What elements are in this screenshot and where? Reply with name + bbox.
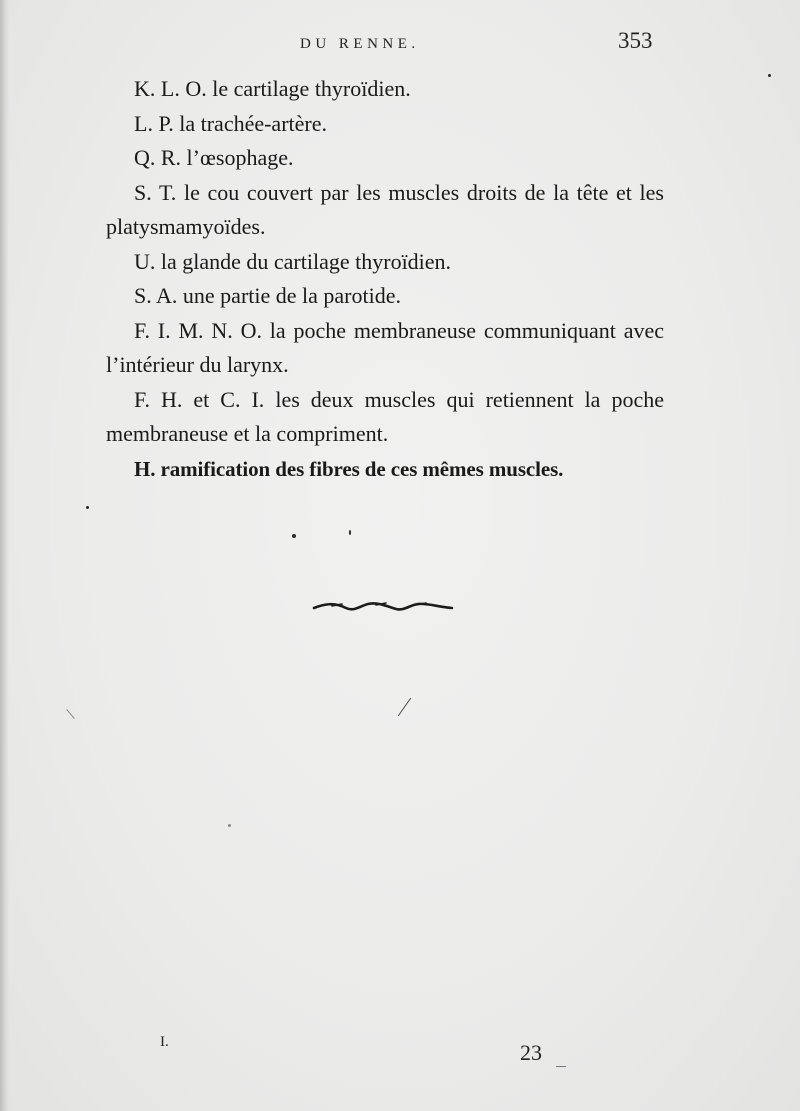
stray-mark bbox=[556, 1066, 566, 1067]
ink-speck bbox=[768, 74, 771, 77]
legend-entry: F. I. M. N. O. la poche membraneuse communiquant avec l’intérieur du larynx. bbox=[106, 317, 664, 377]
legend-entry: Q. R. l’œsophage. bbox=[134, 145, 294, 170]
page-number: 353 bbox=[618, 28, 653, 53]
stray-mark bbox=[398, 698, 411, 717]
ornamental-divider bbox=[312, 598, 454, 616]
legend-entry: U. la glande du cartilage thyroïdien. bbox=[134, 248, 452, 274]
running-title: DU RENNE. bbox=[300, 36, 420, 52]
ink-speck bbox=[349, 530, 351, 535]
legend-entry: H. ramification des fibres de ces mêmes muscles. bbox=[134, 456, 564, 481]
ink-speck bbox=[228, 824, 231, 827]
legend-entry: S. T. le cou couvert par les muscles droits de la tête et les platysmamyoïdes. bbox=[106, 179, 664, 239]
signature-number: 23 bbox=[520, 1040, 542, 1065]
legend-entry: K. L. O. le cartilage thyroïdien. bbox=[134, 76, 411, 101]
ink-speck bbox=[292, 534, 296, 538]
ink-speck bbox=[86, 506, 89, 509]
stray-mark bbox=[66, 709, 74, 719]
page-gutter-shadow bbox=[0, 0, 9, 1111]
legend-entry: S. A. une partie de la parotide. bbox=[134, 283, 401, 308]
legend-entry: F. H. et C. I. les deux muscles qui retiennent la poche membraneuse et la compriment. bbox=[106, 386, 664, 446]
legend-entry: L. P. la trachée-artère. bbox=[134, 110, 327, 136]
signature-mark: I. bbox=[160, 1034, 169, 1050]
figure-legend bbox=[106, 72, 664, 486]
